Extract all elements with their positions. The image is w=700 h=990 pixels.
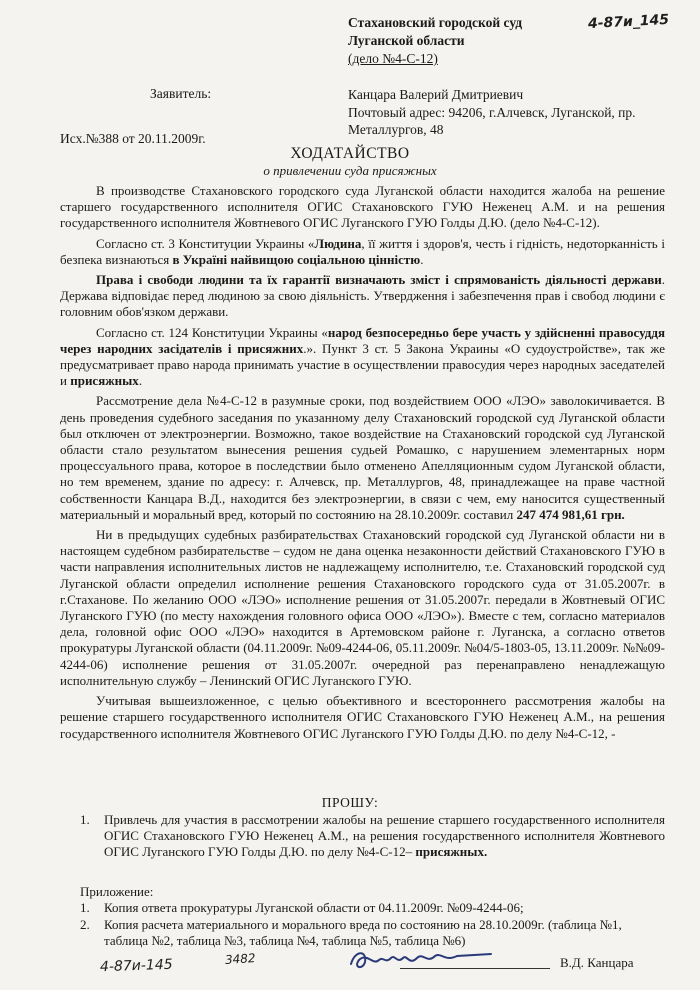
paragraph-2-end: . xyxy=(420,251,424,267)
paragraph-2-emph-2: в Україні найвищою соціальною цінністю xyxy=(172,251,421,267)
document-subtitle: о привлечении суда присяжных xyxy=(263,163,437,178)
paragraph-1: В производстве Стахановского городского суда Луганской области находится жалоба на решение старшего государственного исполнителя ОГИС Стахановского ГУЮ Неженец А.М. и на решения государственного исполнителя Жовтневого ОГИС Луганского ГУЮ Голды Д.Ю. (дело №4-С-12). xyxy=(60,183,665,231)
court-name: Стахановский городской суд xyxy=(348,15,523,30)
paragraph-2-text: Согласно ст. 3 Конституции Украины « xyxy=(96,235,315,251)
annex-list xyxy=(80,900,665,950)
paragraph-4-emph: народ безпосередньо бере участь у здійсненні правосуддя через народних засідателів і присяжних xyxy=(60,324,665,356)
annex-item-number: 1. xyxy=(80,900,90,915)
document-title: ХОДАТАЙСТВО xyxy=(290,145,410,162)
paragraph-2-text-2: , її життя і здоров'я, честь і гідність, недоторканність і безпека визнаються xyxy=(60,235,666,267)
outgoing-number: Исх.№388 от 20.11.2009г. xyxy=(60,131,206,146)
applicant-address: Почтовый адрес: 94206, г.Алчевск, Луганской, пр. Металлургов, 48 xyxy=(348,104,636,137)
court-region: Луганской области xyxy=(348,33,465,48)
paragraph-4-emph-2: присяжных xyxy=(70,373,139,389)
paragraph-4 xyxy=(60,325,665,390)
request-item-number: 1. xyxy=(80,812,90,827)
paragraph-3-emph: Права і свободи людини та їх гарантії визначають зміст і спрямованість діяльності держави xyxy=(96,272,662,288)
handwritten-registration-mark: 4-87и_145 xyxy=(587,11,670,33)
annex-item-text: Копия расчета материального и морального вреда по состоянию на 28.10.2009г. (таблица №1, таблица №2, таблица №3, таблица №4, таблица №5, таблица №6) xyxy=(104,917,622,948)
annex-item-number: 2. xyxy=(80,917,90,932)
paragraph-2 xyxy=(60,236,665,268)
signature-line xyxy=(400,968,550,969)
paragraph-4-text-2: .». Пункт 3 ст. 5 Закона Украины «О судоустройстве», так же предусматривает право народа принимать участие в осуществлении правосудия через народных заседателей и xyxy=(60,340,666,389)
handwritten-number: 3482 xyxy=(224,950,256,968)
annex-item-text: Копия ответа прокуратуры Луганской области от 04.11.2009г. №09-4244-06; xyxy=(104,900,524,915)
signature-icon xyxy=(345,944,495,974)
annex-heading: Приложение: xyxy=(80,884,154,899)
paragraph-3-text: . Держава відповідає перед людиною за свою діяльність. Утвердження і забезпечення прав і свобод людини є головним обов'язком держави. xyxy=(60,272,665,320)
paragraph-4-text: Согласно ст. 124 Конституции Украины « xyxy=(96,324,328,340)
paragraph-2-emph: Людина xyxy=(314,235,362,251)
applicant-name: Канцара Валерий Дмитриевич xyxy=(348,87,524,102)
applicant-label: Заявитель: xyxy=(150,86,212,101)
request-item-emph: присяжных. xyxy=(415,844,488,860)
handwritten-case-mark: 4-87и-145 xyxy=(99,956,173,976)
signer-name: В.Д. Канцара xyxy=(560,955,634,970)
paragraph-7: Учитывая вышеизложенное, с целью объективного и всестороннего рассмотрения жалобы на решение старшего государственного исполнителя ОГИС Стахановского ГУЮ Неженец А.М., на решения государственного исполнителя Жовтневого ОГИС Луганского ГУЮ Голды Д.Ю. по делу №4-С-12, - xyxy=(60,693,665,741)
paragraph-5 xyxy=(60,393,665,523)
request-heading: ПРОШУ: xyxy=(321,795,379,810)
applicant-block xyxy=(348,86,678,139)
document-body xyxy=(60,183,665,746)
annex-item xyxy=(80,900,665,916)
case-number: (дело №4-С-12) xyxy=(348,51,438,66)
court-header xyxy=(348,14,608,68)
paragraph-4-end: . xyxy=(138,373,143,389)
request-item-body: Привлечь для участия в рассмотрении жалобы на решение старшего государственного исполнителя ОГИС Стахановского ГУЮ Неженец А.М., на решения государственного исполнителя Жовтневого ОГИС Луганского ГУЮ Голды Д.Ю. по делу №4-С-12– xyxy=(104,812,665,860)
paragraph-6: Ни в предыдущих судебных разбирательствах Стахановский городской суд Луганской области ни в настоящем судебном разбирательстве – судом не дана оценка незаконности действий Стахановского ГУЮ в части направления исполнительных листов не надлежащему исполнителю, т.е. Стахановский городской суд Луганской области определил исполнение решения Стахановского городского суда от 31.05.2007г. в г.Стаханове. По желанию ООО «ЛЭО» исполнение решения от 31.05.2007г. передали в Жовтневый ОГИС Луганского ГУЮ (по месту нахождения головного офиса ООО «ЛЭО»). Вместе с тем, согласно материалов дела, головной офис ООО «ЛЭО» находится в Артемовском районе г. Луганска, а согласно ответов прокуратуры Луганской области (04.11.2009г. №09-4244-06, 05.11.2009г. №04/5-1803-05, 13.11.2009г. №№09-4244-06) исполнение решения от 31.05.2007г. очередной раз перенаправлено ненадлежащую исполнительную службу – Ленинский ОГИС Луганского ГУЮ. xyxy=(60,527,665,688)
damage-amount: 247 474 981,61 грн. xyxy=(516,506,625,522)
request-item-text xyxy=(104,812,665,861)
paragraph-5-text: Рассмотрение дела №4-С-12 в разумные сроки, под воздействием ООО «ЛЭО» заволокичивается. В день проведения судебного заседания по указанному делу Стахановский городской суд Луганской области был отключен от электроэнергии. Возможно, такое воздействие на Стахановский городской суд Луганской области стало результатом вынесения решения судьей Ромашко, с нарушением элементарных норм процессуального права, которое в последствии было отменено Апелляционным судом Луганской области, но тем временем, здание по адресу: г. Алчевск, пр. Металлургов, 48, принадлежащее на праве частной собственности Канцара В.Д., находится без электроэнергии, в связи с чем, ему наносится существенный материальный и моральный вред, который по состоянию на 28.10.2009г. составил xyxy=(60,393,665,522)
paragraph-3 xyxy=(60,272,665,321)
request-list xyxy=(80,812,665,861)
